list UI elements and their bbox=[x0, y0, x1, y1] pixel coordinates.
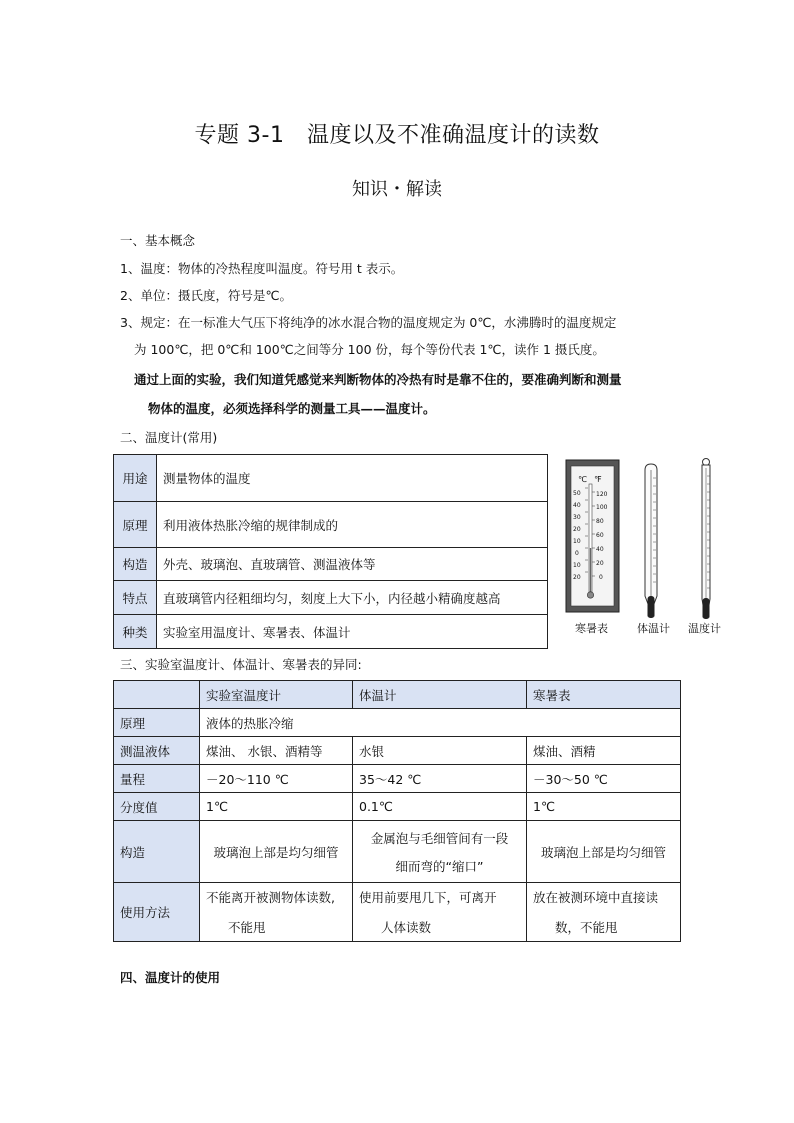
row-key: 原理 bbox=[114, 502, 157, 548]
thermometer-info-table bbox=[113, 454, 548, 649]
page-subtitle: 知识・解读 bbox=[352, 179, 442, 200]
header-cell: 寒暑表 bbox=[527, 681, 681, 709]
cell-wall: 煤油、酒精 bbox=[527, 737, 681, 765]
header-cell: 体温计 bbox=[353, 681, 527, 709]
page-title: 专题 3-1 温度以及不准确温度计的读数 bbox=[194, 123, 600, 148]
cell-lab: 煤油、 水银、酒精等 bbox=[200, 737, 353, 765]
concept-item-2: 2、单位：摄氏度，符号是℃。 bbox=[120, 288, 292, 303]
cell-lab: 玻璃泡上部是均匀细管 bbox=[200, 821, 353, 883]
section4-heading: 四、温度计的使用 bbox=[120, 970, 221, 985]
table-row bbox=[114, 455, 548, 502]
section2-heading: 二、温度计(常用) bbox=[120, 430, 218, 445]
concept-item-3-line2: 为 100℃，把 0℃和 100℃之间等分 100 份，每个等份代表 1℃，读作 1 摄氏度。 bbox=[134, 342, 605, 357]
fahrenheit-tick-label: 40 bbox=[596, 546, 604, 553]
row-value: 外壳、玻璃泡、直玻璃管、测温液体等 bbox=[157, 548, 548, 581]
row-key: 原理 bbox=[114, 709, 200, 737]
row-value: 直玻璃管内径粗细均匀，刻度上大下小，内径越小精确度越高 bbox=[157, 581, 548, 615]
cell-line: 细而弯的“缩口” bbox=[395, 858, 484, 874]
row-value: 利用液体热胀冷缩的规律制成的 bbox=[157, 502, 548, 548]
section3-heading: 三、实验室温度计、体温计、寒暑表的异同: bbox=[120, 657, 362, 672]
comparison-table bbox=[113, 680, 681, 942]
cell-lab: －20～110 ℃ bbox=[200, 765, 353, 793]
table-row bbox=[114, 793, 681, 821]
lab-thermometer bbox=[702, 459, 710, 620]
header-cell: 实验室温度计 bbox=[200, 681, 353, 709]
cell-line: 人体读数 bbox=[381, 920, 432, 935]
clinical-thermometer bbox=[645, 464, 657, 618]
table-row bbox=[114, 581, 548, 615]
cell-wall: －30～50 ℃ bbox=[527, 765, 681, 793]
celsius-tick-label: 20 bbox=[573, 526, 581, 533]
row-key: 构造 bbox=[114, 821, 200, 883]
table-row bbox=[114, 883, 681, 942]
fahrenheit-tick-label: 60 bbox=[596, 532, 604, 539]
concept-item-3-line1: 3、规定：在一标准大气压下将纯净的冰水混合物的温度规定为 0℃，水沸腾时的温度规定 bbox=[120, 315, 617, 330]
cell-lab: 1℃ bbox=[200, 793, 353, 821]
fahrenheit-tick-label: 120 bbox=[596, 491, 608, 498]
cell-line: 数，不能甩 bbox=[555, 920, 618, 935]
cell-clinical bbox=[353, 883, 527, 942]
celsius-unit: ℃ bbox=[578, 475, 587, 484]
row-value: 测量物体的温度 bbox=[157, 455, 548, 502]
table-row bbox=[114, 709, 681, 737]
row-key: 构造 bbox=[114, 548, 157, 581]
cell-line: 金属泡与毛细管间有一段 bbox=[370, 830, 509, 846]
clinical-thermometer-caption: 体温计 bbox=[637, 622, 670, 635]
header-cell bbox=[114, 681, 200, 709]
cell-wall bbox=[527, 883, 681, 942]
cell-wall: 玻璃泡上部是均匀细管 bbox=[527, 821, 681, 883]
note-line1: 通过上面的实验，我们知道凭感觉来判断物体的冷热有时是靠不住的，要准确判断和测量 bbox=[134, 372, 622, 387]
cell-clinical: 水银 bbox=[353, 737, 527, 765]
table-row bbox=[114, 502, 548, 548]
thermometer-illustration bbox=[560, 456, 740, 642]
celsius-tick-label: 20 bbox=[573, 574, 581, 581]
concept-item-1: 1、温度：物体的冷热程度叫温度。符号用 t 表示。 bbox=[120, 261, 404, 276]
cell-clinical: 35～42 ℃ bbox=[353, 765, 527, 793]
table-row bbox=[114, 548, 548, 581]
row-key: 分度值 bbox=[114, 793, 200, 821]
row-key: 测温液体 bbox=[114, 737, 200, 765]
row-key: 量程 bbox=[114, 765, 200, 793]
row-value: 实验室用温度计、寒暑表、体温计 bbox=[157, 615, 548, 649]
note-line2: 物体的温度，必须选择科学的测量工具——温度计。 bbox=[148, 401, 436, 416]
table-row bbox=[114, 737, 681, 765]
cell-line: 不能离开被测物体读数, bbox=[206, 890, 335, 905]
fahrenheit-tick-label: 20 bbox=[596, 560, 604, 567]
cell-clinical bbox=[353, 821, 527, 883]
cell-line: 放在被测环境中直接读 bbox=[533, 890, 659, 905]
cell-wall: 1℃ bbox=[527, 793, 681, 821]
wall-thermometer-caption: 寒暑表 bbox=[575, 622, 608, 635]
celsius-tick-label: 40 bbox=[573, 502, 581, 509]
wall-thermometer bbox=[566, 460, 619, 612]
fahrenheit-tick-label: 80 bbox=[596, 518, 604, 525]
celsius-tick-label: 50 bbox=[573, 490, 581, 497]
row-key: 用途 bbox=[114, 455, 157, 502]
cell-line: 使用前要甩几下，可离开 bbox=[359, 890, 497, 905]
cell-line: 不能甩 bbox=[228, 920, 266, 935]
celsius-tick-label: 10 bbox=[573, 562, 581, 569]
celsius-tick-label: 10 bbox=[573, 538, 581, 545]
table-row bbox=[114, 615, 548, 649]
principle-cell: 液体的热胀冷缩 bbox=[200, 709, 681, 737]
row-key: 特点 bbox=[114, 581, 157, 615]
cell-clinical: 0.1℃ bbox=[353, 793, 527, 821]
row-key: 使用方法 bbox=[114, 883, 200, 942]
fahrenheit-unit: ℉ bbox=[594, 475, 602, 484]
cell-lab bbox=[200, 883, 353, 942]
table-row bbox=[114, 821, 681, 883]
lab-thermometer-caption: 温度计 bbox=[688, 622, 721, 635]
row-key: 种类 bbox=[114, 615, 157, 649]
section1-heading: 一、基本概念 bbox=[120, 233, 196, 248]
celsius-tick-label: 0 bbox=[575, 550, 579, 557]
fahrenheit-tick-label: 0 bbox=[599, 574, 603, 581]
table-row bbox=[114, 765, 681, 793]
table-header-row bbox=[114, 681, 681, 709]
fahrenheit-tick-label: 100 bbox=[596, 504, 608, 511]
celsius-tick-label: 30 bbox=[573, 514, 581, 521]
